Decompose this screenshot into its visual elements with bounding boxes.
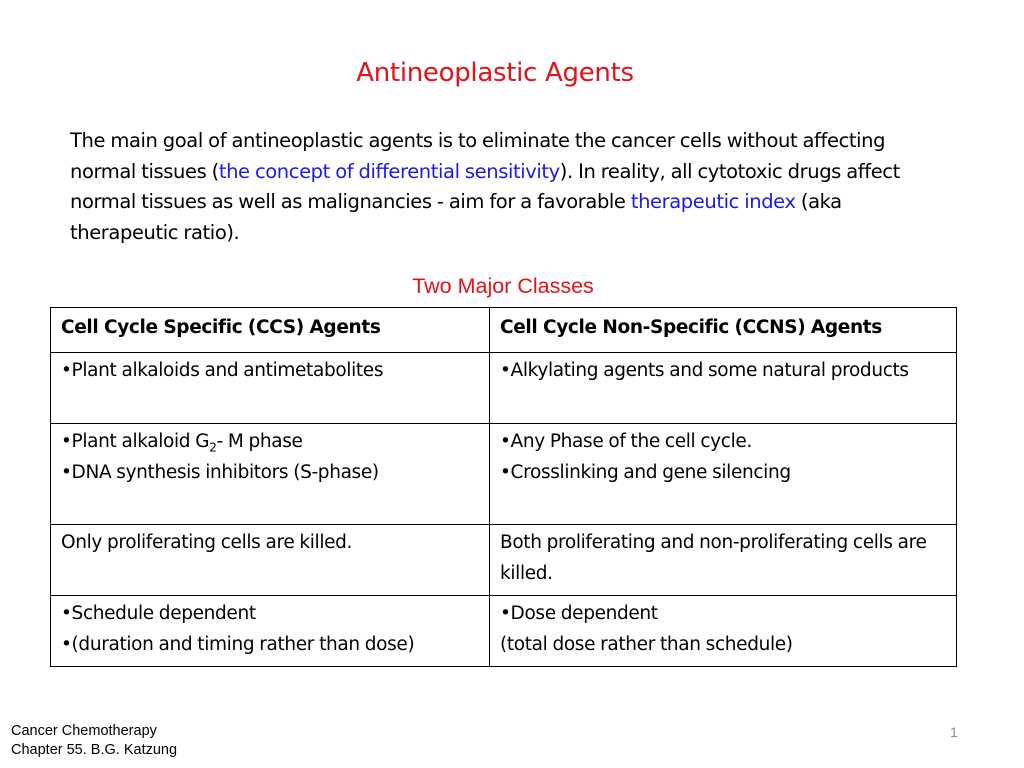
- cell-line: •Schedule dependent: [61, 603, 256, 624]
- table-cell: •Plant alkaloids and antimetabolites: [51, 353, 490, 424]
- table-row: [51, 596, 957, 667]
- table-row: [51, 424, 957, 525]
- table-row: [51, 353, 957, 424]
- footer-citation: [11, 722, 177, 760]
- agent-classes-table: [50, 307, 957, 667]
- cell-line: •DNA synthesis inhibitors (S-phase): [61, 461, 379, 483]
- table-cell: •Alkylating agents and some natural products: [490, 353, 957, 424]
- cell-line: •Dose dependent: [500, 603, 658, 624]
- table-cell: [51, 596, 490, 667]
- cell-line: •Crosslinking and gene silencing: [500, 461, 791, 483]
- table-cell: [490, 424, 957, 525]
- table-cell: [51, 424, 490, 525]
- slide-title: Antineoplastic Agents: [356, 58, 634, 88]
- page-number: 1: [950, 724, 958, 740]
- cell-line: [61, 427, 479, 458]
- intro-text-1: The main goal of antineoplastic agents is to eliminate the cancer cells without affecting normal tissues (: [70, 129, 886, 183]
- intro-paragraph: [70, 126, 900, 248]
- table-cell: [490, 596, 957, 667]
- cell-line: (total dose rather than schedule): [500, 633, 793, 655]
- footer-line: Cancer Chemotherapy: [11, 723, 157, 739]
- table-cell: Both proliferating and non-proliferating cells are killed.: [490, 525, 957, 596]
- intro-text-2: ). In reality, all cytotoxic drugs affect normal tissues as well as malignancies - aim for a favorable: [70, 159, 900, 213]
- table-row: [51, 525, 957, 596]
- table-cell: Only proliferating cells are killed.: [51, 525, 490, 596]
- intro-text-3: (aka therapeutic ratio).: [70, 190, 842, 244]
- table-header-row: [51, 308, 957, 353]
- footer-line: Chapter 55. B.G. Katzung: [11, 742, 178, 758]
- cell-text: - M phase: [216, 431, 303, 452]
- therapeutic-index-term: therapeutic index: [630, 190, 796, 213]
- header-ccs: Cell Cycle Specific (CCS) Agents: [51, 308, 490, 353]
- cell-text: •Plant alkaloid G: [61, 431, 210, 452]
- subscript-text: 2: [209, 440, 217, 455]
- cell-line: •(duration and timing rather than dose): [61, 633, 415, 655]
- cell-line: •Any Phase of the cell cycle.: [500, 431, 752, 452]
- header-ccns: Cell Cycle Non-Specific (CCNS) Agents: [490, 308, 957, 353]
- differential-sensitivity-term: the concept of differential sensitivity: [218, 159, 560, 183]
- section-subtitle: Two Major Classes: [412, 274, 594, 298]
